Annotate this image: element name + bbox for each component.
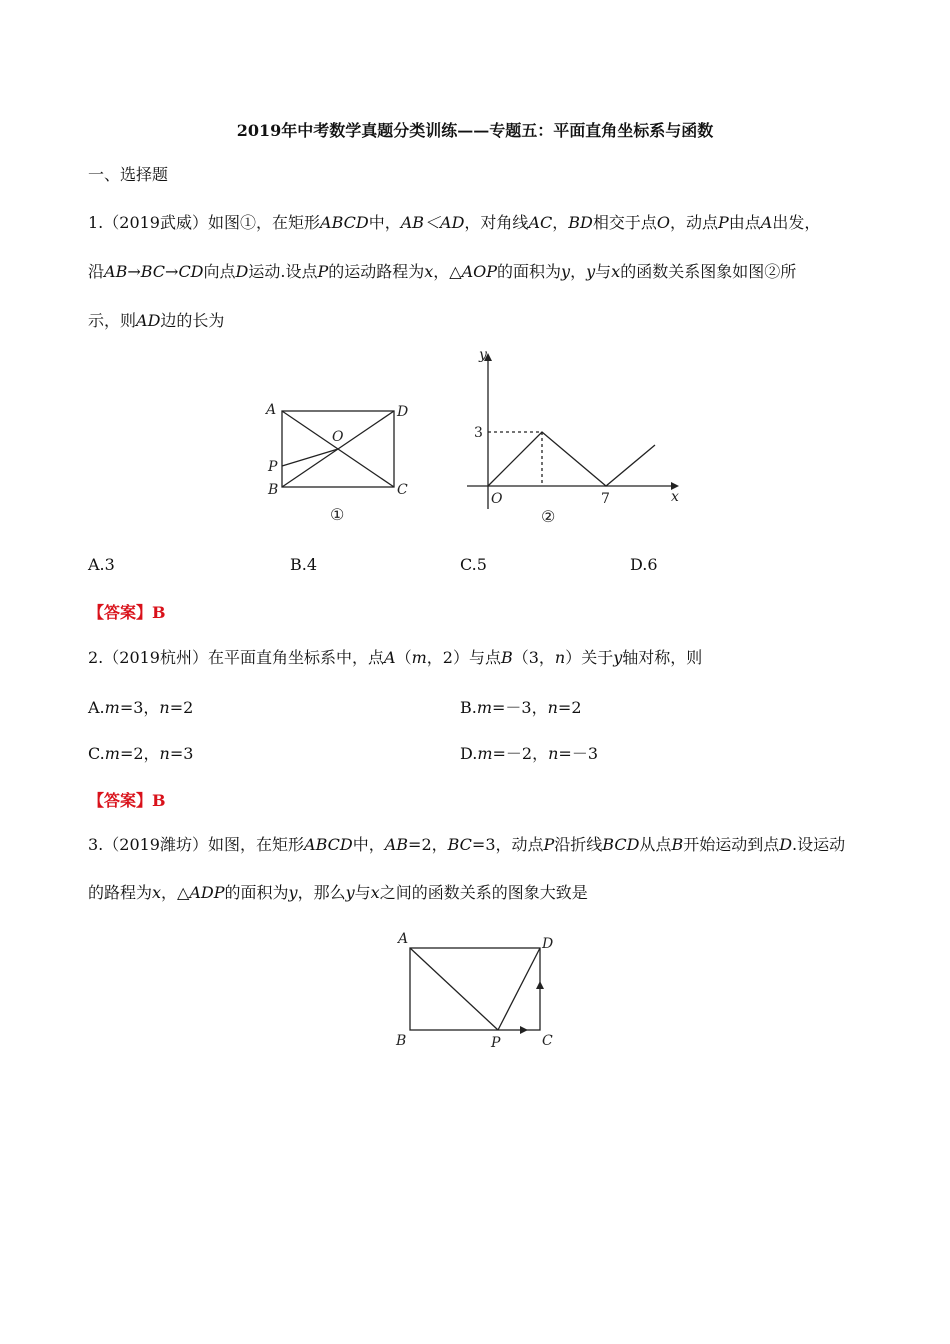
label-o: O xyxy=(332,429,344,445)
label-a: A xyxy=(266,402,277,418)
q3-line-2: 的路程为x，△ADP的面积为y，那么y与x之间的函数关系的图象大致是 xyxy=(88,883,588,902)
q1-figure-rectangle xyxy=(258,395,428,530)
q1-line-2: 沿AB→BC→CD向点D运动.设点P的运动路程为x，△AOP的面积为y，y与x的函数关系图象如图②所 xyxy=(88,262,797,281)
q2-option-a[interactable]: A.m=3，n=2 xyxy=(88,698,194,717)
q1-option-b[interactable]: B.4 xyxy=(290,555,318,574)
segment-pd xyxy=(498,948,540,1030)
q1-line-3: 示，则AD边的长为 xyxy=(88,311,225,330)
q2-option-d[interactable]: D.m=－2，n=－3 xyxy=(460,744,599,763)
label-y: y xyxy=(479,347,487,363)
label-p: P xyxy=(268,459,278,475)
label-b: B xyxy=(396,1033,407,1049)
q2-answer: 【答案】B xyxy=(88,791,166,810)
section-heading: 一、选择题 xyxy=(88,165,169,184)
label-b: B xyxy=(268,482,279,498)
segment-po xyxy=(282,449,338,466)
q1-option-a[interactable]: A.3 xyxy=(88,555,115,574)
label-a: A xyxy=(398,931,409,947)
q1-option-d[interactable]: D.6 xyxy=(630,555,658,574)
label-c: C xyxy=(397,482,408,498)
arrow-right-icon xyxy=(520,1026,528,1034)
q1-line-1: 1.（2019武威）如图①，在矩形ABCD中，AB＜AD，对角线AC，BD相交于点O，动点P由点A出发， xyxy=(88,213,821,232)
q2-option-c[interactable]: C.m=2，n=3 xyxy=(88,744,194,763)
rectangle-abcd xyxy=(410,948,540,1030)
caption-1: ① xyxy=(330,505,345,524)
q3-figure-rectangle xyxy=(390,925,565,1055)
label-d: D xyxy=(542,936,554,952)
page-title: 2019年中考数学真题分类训练——专题五：平面直角坐标系与函数 xyxy=(236,121,714,140)
q3-line-1: 3.（2019潍坊）如图，在矩形ABCD中，AB=2，BC=3，动点P沿折线BCD从点B开始运动到点D.设运动 xyxy=(88,835,846,854)
label-p: P xyxy=(491,1035,501,1051)
label-c: C xyxy=(542,1033,553,1049)
segment-ap xyxy=(410,948,498,1030)
q1-figure-graph xyxy=(455,345,695,530)
q1-option-c[interactable]: C.5 xyxy=(460,555,487,574)
label-origin: O xyxy=(491,491,503,507)
arrow-up-icon xyxy=(536,981,544,989)
function-graph xyxy=(488,432,655,486)
q2-option-b[interactable]: B.m=－3，n=2 xyxy=(460,698,582,717)
label-seven: 7 xyxy=(601,491,610,507)
caption-2: ② xyxy=(541,507,556,526)
q1-answer: 【答案】B xyxy=(88,603,166,622)
label-d: D xyxy=(397,404,409,420)
label-x: x xyxy=(671,489,679,505)
q2-stem: 2.（2019杭州）在平面直角坐标系中，点A（m，2）与点B（3，n）关于y轴对称，则 xyxy=(88,648,703,667)
label-three: 3 xyxy=(474,425,483,441)
